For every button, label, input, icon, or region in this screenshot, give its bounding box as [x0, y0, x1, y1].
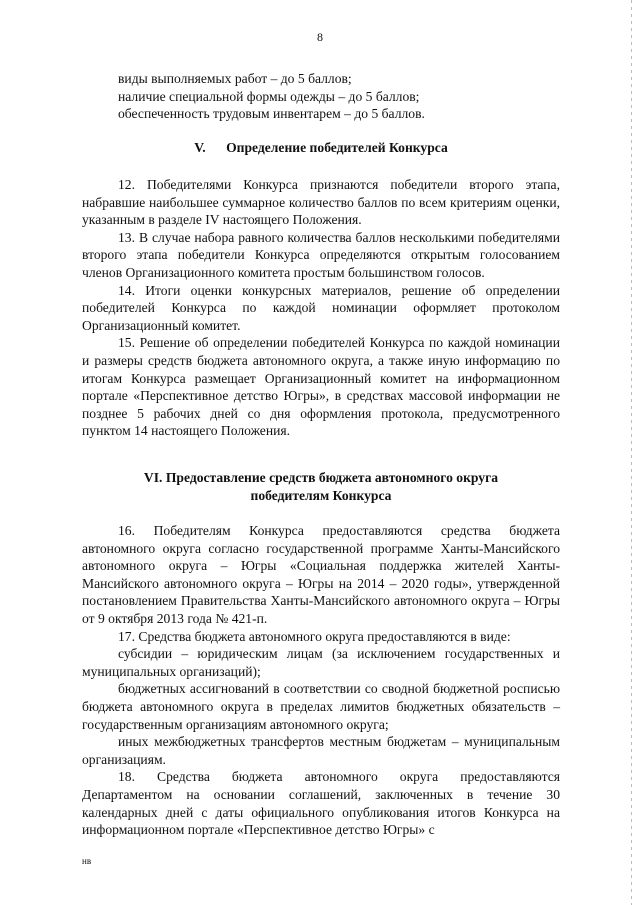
section-5-heading: V. Определение победителей Конкурса: [194, 140, 448, 155]
list-item: обеспеченность трудовым инвентарем – до 5 баллов.: [118, 106, 425, 122]
paragraph-15: 15. Решение об определении победителей Конкурса по каждой номинации и размеры средств бюджета автономного округа, а также иную информацию по итогам Конкурса размещает Организационный комитет на информационном портале «Перспективное детство Югры», в средствах массовой информации не позднее 5 рабочих дней со дня оформления протокола, предусмотренного пунктом 14 настоящего Положения.: [82, 335, 560, 439]
paragraph-17-item-subsidies: субсидии – юридическим лицам (за исключением государственных и муниципальных организаций);: [82, 646, 560, 679]
paragraph-17-item-transfers: иных межбюджетных трансфертов местным бюджетам – муниципальным организациям.: [82, 734, 560, 767]
section-5-heading-block: [82, 139, 560, 157]
paragraph-12: 12. Победителями Конкурса признаются победители второго этапа, набравшие наибольшее суммарное количество баллов по всем критериям оценки, указанным в разделе IV настоящего Положения.: [82, 177, 560, 228]
page-number: 8: [317, 30, 323, 44]
section-6-heading-line-1: VI. Предоставление средств бюджета автономного округа: [143, 470, 499, 485]
section-6-heading-line-2: победителям Конкурса: [250, 487, 392, 503]
section-5-body: [82, 176, 560, 440]
section-6-heading-block: [82, 469, 560, 504]
section-6-body: [82, 522, 560, 839]
paragraph-18: 18. Средства бюджета автономного округа предоставляются Департаментом на основании соглашений, заключенных в течение 30 календарных дней с даты официального опубликования итогов Конкурса на информационном портале «Перспективное детство Югры» с: [82, 769, 560, 838]
footer-mark: нв: [82, 856, 92, 866]
list-item: виды выполняемых работ – до 5 баллов;: [118, 71, 352, 86]
paragraph-16: 16. Победителям Конкурса предоставляются средства бюджета автономного округа согласно государственной программе Ханты-Мансийского автономного округа – Югры «Социальная поддержка жителей Ханты-Мансийского автономного округа – Югры на 2014 – 2020 годы», утвержденной постановлением Правительства Ханты-Мансийского автономного округа – Югры от 9 октября 2013 года № 421-п.: [82, 523, 560, 626]
scan-edge-line: [631, 0, 632, 905]
list-item: наличие специальной формы одежды – до 5 баллов;: [118, 88, 420, 104]
intro-criteria-list: [82, 70, 560, 123]
paragraph-14: 14. Итоги оценки конкурсных материалов, решение об определении победителей Конкурса по каждой номинации оформляет протоколом Организационный комитет.: [82, 282, 560, 333]
paragraph-13: 13. В случае набора равного количества баллов несколькими победителями второго этапа победители Конкурса определяются открытым голосованием членов Организационного комитета простым большинством голосов.: [82, 229, 560, 280]
paragraph-17: 17. Средства бюджета автономного округа предоставляются в виде:: [118, 628, 511, 644]
paragraph-17-item-allocations: бюджетных ассигнований в соответствии со сводной бюджетной росписью бюджета автономного округа в пределах лимитов бюджетных обязательств – государственным организациям автономного округа;: [82, 681, 560, 732]
